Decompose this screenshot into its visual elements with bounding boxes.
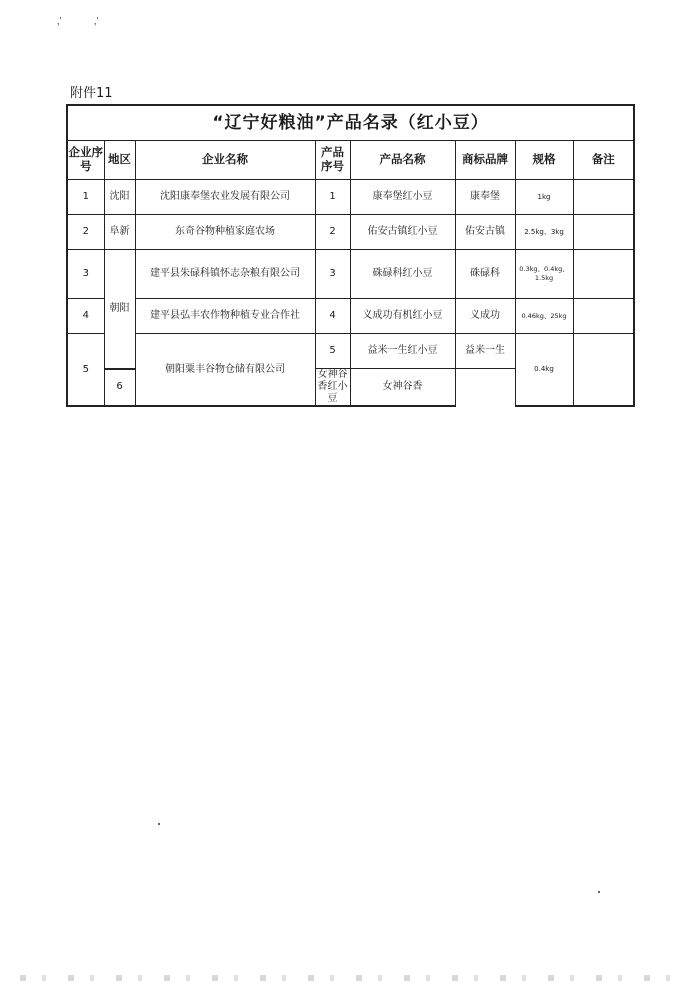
scan-speck (158, 823, 160, 825)
header-company-name: 企业名称 (135, 141, 315, 180)
region-cell: 朝阳 (104, 250, 135, 369)
company-no-cell: 2 (67, 215, 104, 250)
header-company-no: 企业序号 (67, 141, 104, 180)
spec-cell: 2.5kg、3kg (515, 215, 573, 250)
product-no-cell: 6 (104, 369, 135, 407)
company-no-cell: 3 (67, 250, 104, 299)
company-name-cell: 沈阳康奉堡农业发展有限公司 (135, 180, 315, 215)
table-row (67, 299, 634, 334)
scan-speck: ,' (57, 16, 62, 27)
product-name-cell: 义成功有机红小豆 (350, 299, 455, 334)
company-name-cell: 建平县弘丰农作物种植专业合作社 (135, 299, 315, 334)
header-product-name: 产品名称 (350, 141, 455, 180)
company-name-cell: 东奇谷物种植家庭农场 (135, 215, 315, 250)
remark-cell (573, 180, 634, 215)
product-name-cell: 硃碌科红小豆 (350, 250, 455, 299)
remark-cell (573, 334, 634, 407)
spec-cell: 0.4kg (515, 334, 573, 407)
product-name-cell: 女神谷香红小豆 (315, 369, 350, 407)
table-title: “辽宁好粮油”产品名录（红小豆） (67, 105, 634, 141)
company-name-cell: 建平县朱碌科镇怀志杂粮有限公司 (135, 250, 315, 299)
product-no-cell: 3 (315, 250, 350, 299)
product-no-cell: 5 (315, 334, 350, 369)
header-product-no: 产品序号 (315, 141, 350, 180)
remark-cell (573, 215, 634, 250)
header-brand: 商标品牌 (455, 141, 515, 180)
remark-cell (573, 299, 634, 334)
product-name-cell: 佑安古镇红小豆 (350, 215, 455, 250)
brand-cell: 义成功 (455, 299, 515, 334)
company-no-cell: 1 (67, 180, 104, 215)
scan-speck (598, 891, 600, 893)
product-no-cell: 1 (315, 180, 350, 215)
product-name-cell: 益米一生红小豆 (350, 334, 455, 369)
table-row (67, 334, 634, 369)
remark-cell (573, 250, 634, 299)
brand-cell: 硃碌科 (455, 250, 515, 299)
region-cell: 阜新 (104, 215, 135, 250)
product-no-cell: 2 (315, 215, 350, 250)
table-row (67, 215, 634, 250)
product-no-cell: 4 (315, 299, 350, 334)
brand-cell: 康奉堡 (455, 180, 515, 215)
brand-cell: 佑安古镇 (455, 215, 515, 250)
product-name-cell: 康奉堡红小豆 (350, 180, 455, 215)
table-row (67, 180, 634, 215)
spec-cell: 1kg (515, 180, 573, 215)
region-cell: 沈阳 (104, 180, 135, 215)
attachment-label: 附件11 (70, 86, 113, 101)
company-no-cell: 4 (67, 299, 104, 334)
spec-cell: 0.46kg、25kg (515, 299, 573, 334)
spec-cell: 0.3kg、0.4kg、1.5kg (515, 250, 573, 299)
header-remark: 备注 (573, 141, 634, 180)
scan-speck: ,' (94, 16, 99, 27)
product-directory-table (66, 104, 635, 407)
header-region: 地区 (104, 141, 135, 180)
brand-cell: 女神谷香 (350, 369, 455, 407)
company-name-cell: 朝阳粟丰谷物仓储有限公司 (135, 334, 315, 407)
header-spec: 规格 (515, 141, 573, 180)
table-row (67, 250, 634, 299)
brand-cell: 益米一生 (455, 334, 515, 369)
company-no-cell: 5 (67, 334, 104, 407)
scan-edge-noise (20, 975, 680, 981)
